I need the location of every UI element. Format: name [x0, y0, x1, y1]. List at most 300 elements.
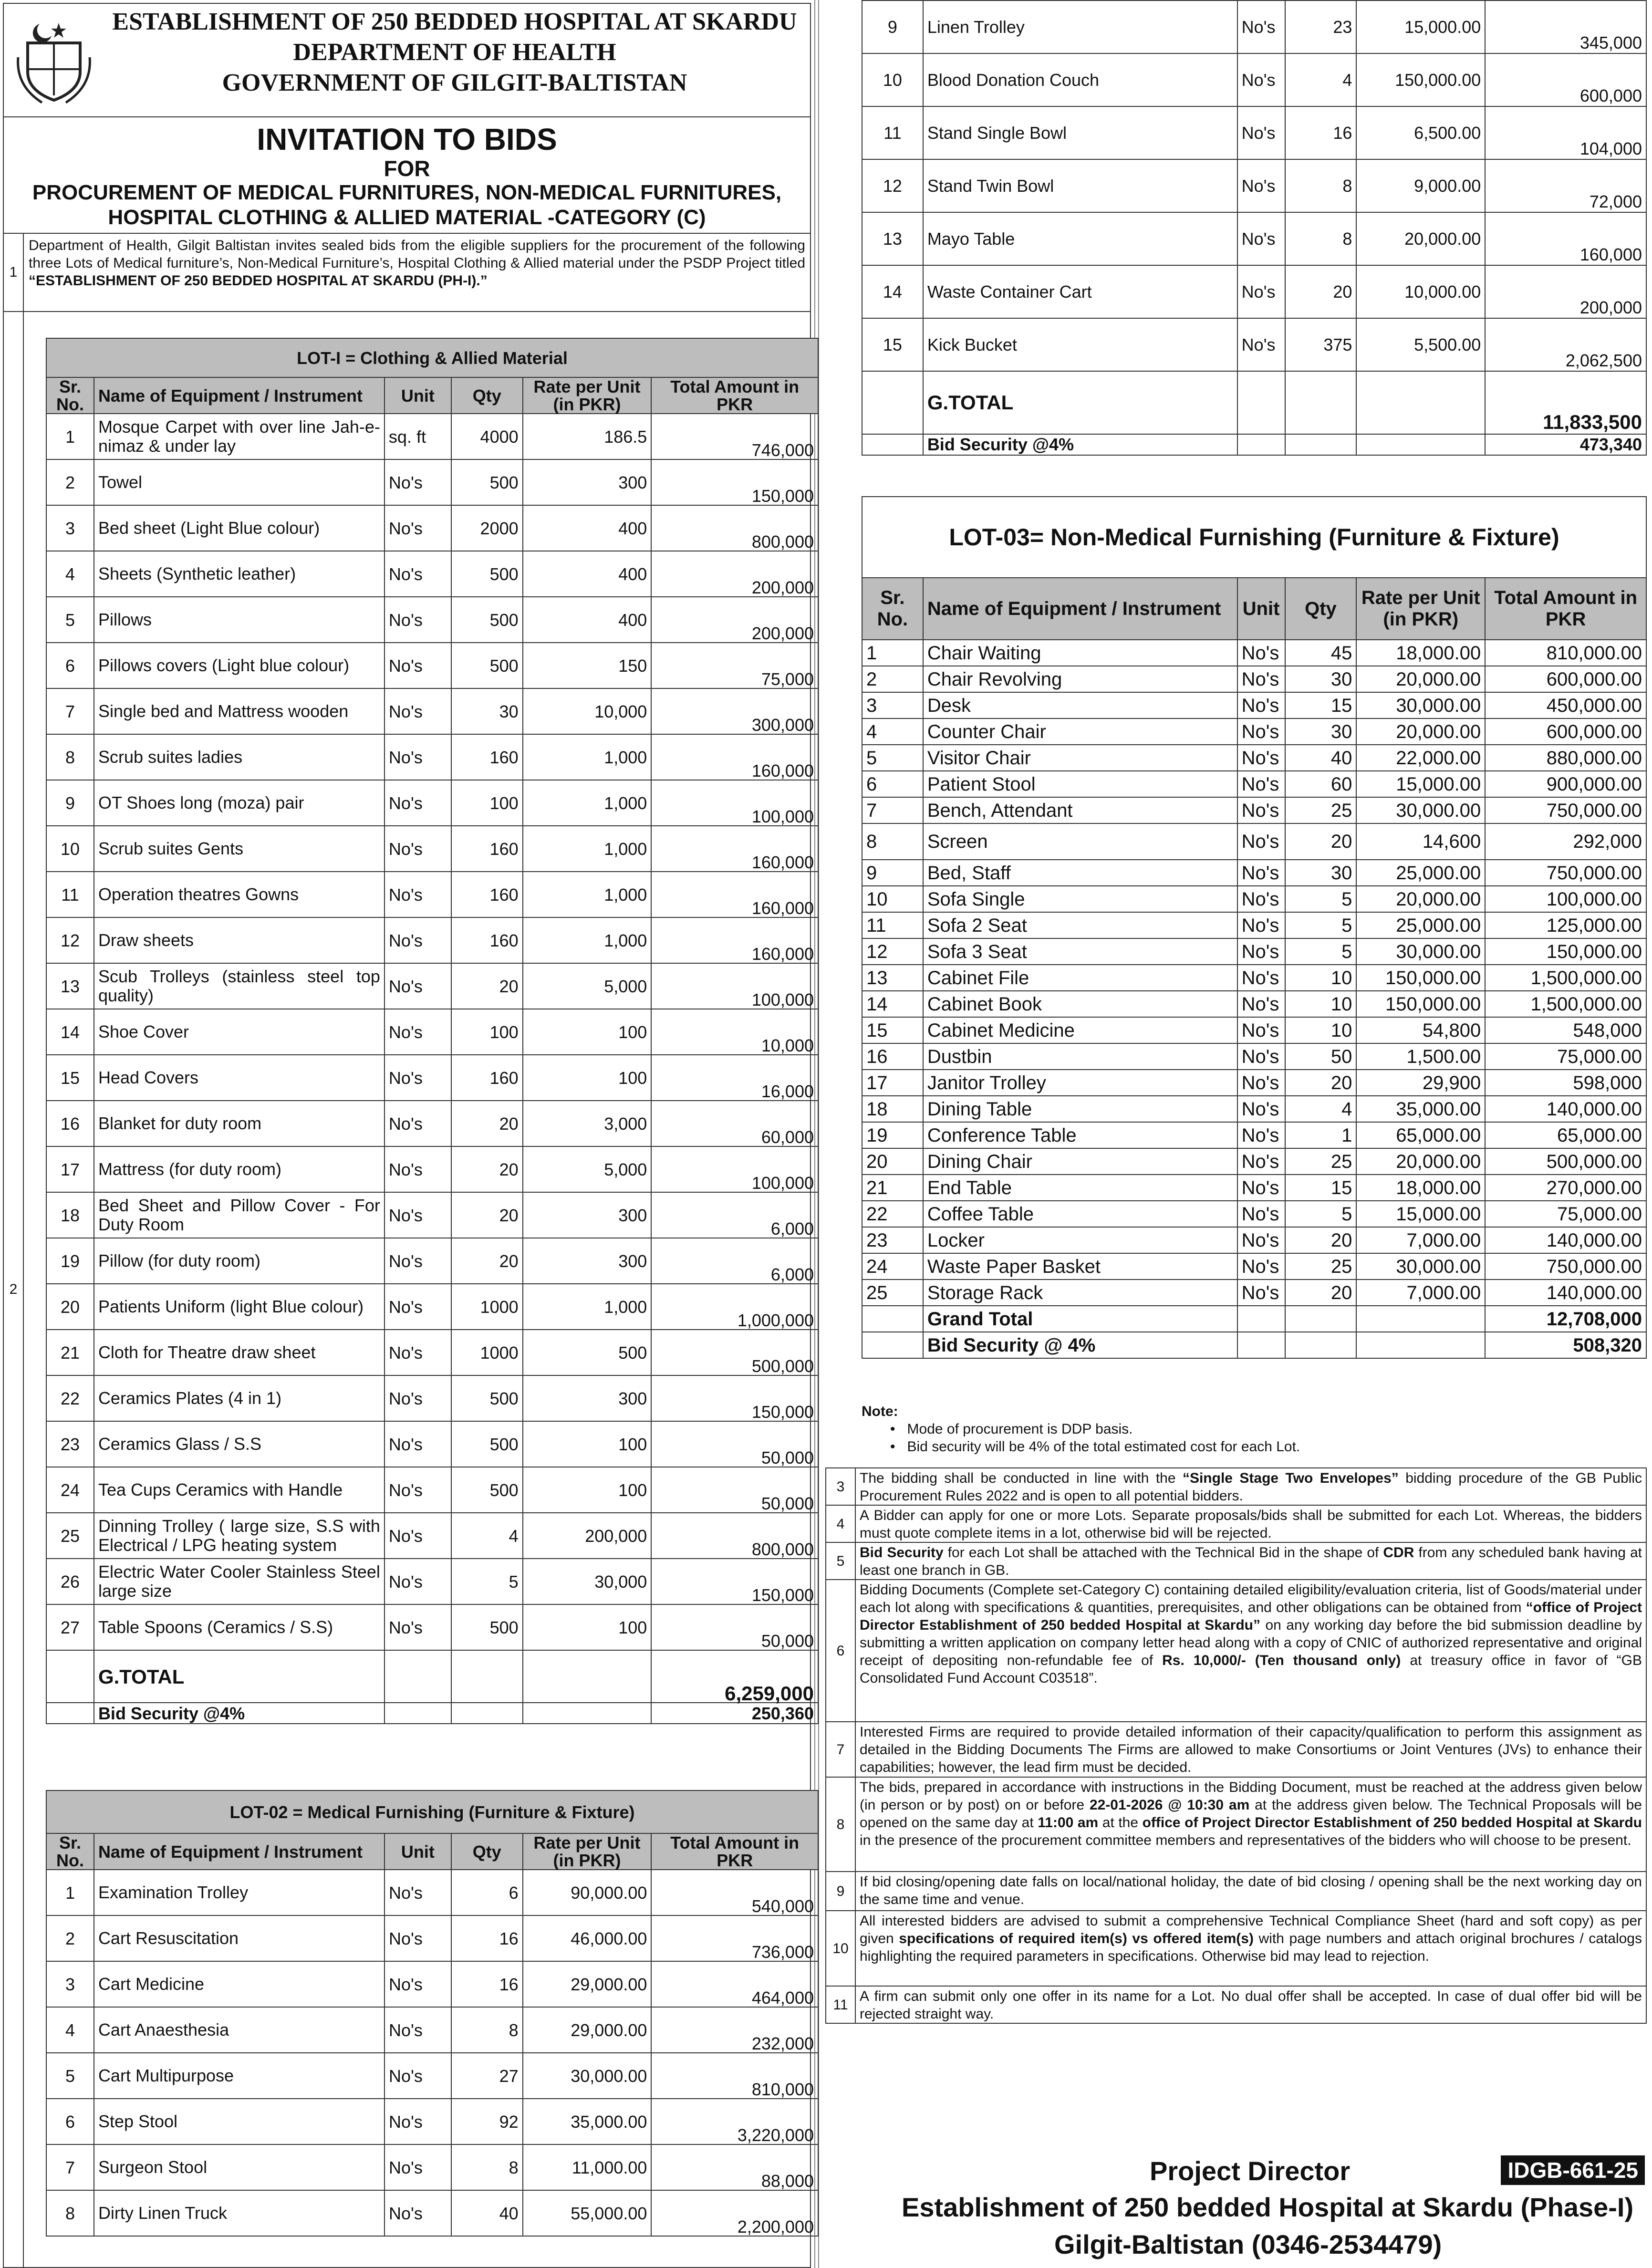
- cell-unit: No's: [384, 1421, 451, 1467]
- cell-name: Tea Cups Ceramics with Handle: [94, 1467, 384, 1513]
- cell-unit: No's: [384, 459, 451, 505]
- table-row: [46, 2190, 818, 2236]
- cell-total: 160,000: [1485, 212, 1646, 265]
- cell-unit: No's: [384, 1055, 451, 1101]
- cell-unit: No's: [384, 1238, 451, 1284]
- cell-unit: No's: [384, 1284, 451, 1330]
- cell-qty: 160: [451, 734, 523, 780]
- cell-sr: 22: [862, 1201, 923, 1227]
- clause-number: 6: [826, 1580, 856, 1721]
- cell-qty: 160: [451, 826, 523, 872]
- cell-name: Sofa 2 Seat: [923, 912, 1237, 938]
- cell-name: Linen Trolley: [923, 0, 1237, 53]
- cell-total: 50,000: [651, 1421, 818, 1467]
- cell-sr: 10: [862, 886, 923, 912]
- cell-name: Blood Donation Couch: [923, 53, 1237, 106]
- table-row: [46, 2007, 818, 2053]
- cell-unit: No's: [1237, 745, 1285, 771]
- table-row: [46, 1870, 818, 1915]
- cell-sr: 12: [862, 938, 923, 965]
- cell-total: 160,000: [651, 826, 818, 872]
- cell-unit: No's: [384, 2099, 451, 2144]
- cell-unit: No's: [384, 734, 451, 780]
- bid-security-label: Bid Security @4%: [923, 434, 1237, 455]
- table-row: [862, 1070, 1646, 1096]
- clause-number: 11: [826, 1987, 856, 2023]
- clause-bold: Bid Security: [860, 1545, 944, 1561]
- cell-unit: No's: [1237, 212, 1285, 265]
- cell-unit: No's: [1237, 1201, 1285, 1227]
- government-emblem-icon: [13, 14, 94, 105]
- cell-rate: 5,000: [523, 1146, 652, 1192]
- clause-number: 9: [826, 1872, 856, 1910]
- cell-name: Step Stool: [94, 2099, 384, 2144]
- cell-qty: 20: [1285, 265, 1357, 318]
- lot-title-row: [862, 497, 1646, 578]
- cell-rate: 150,000.00: [1356, 965, 1485, 991]
- cell-sr: 11: [46, 872, 94, 917]
- lot-2-continued-section: [862, 0, 1647, 456]
- clause-text: If bid closing/opening date falls on local/national holiday, the date of bid closing / opening shall be the next working day on the same time and venue.: [860, 1874, 1642, 1907]
- table-row: [862, 823, 1646, 860]
- cell-rate: 20,000.00: [1356, 212, 1485, 265]
- cell-total: 160,000: [651, 734, 818, 780]
- cell-sr: 11: [862, 912, 923, 938]
- cell-qty: 100: [451, 1009, 523, 1055]
- clause-number: 5: [826, 1543, 856, 1579]
- cell-name: End Table: [923, 1175, 1237, 1201]
- table-row: [46, 963, 818, 1009]
- cell-qty: 45: [1285, 640, 1357, 666]
- cell-name: Counter Chair: [923, 718, 1237, 745]
- lot-1-title: LOT-I = Clothing & Allied Material: [46, 338, 818, 377]
- cell-rate: 30,000: [523, 1559, 652, 1604]
- cell-sr: 8: [862, 823, 923, 860]
- cell-name: Desk: [923, 692, 1237, 718]
- cell-total: 50,000: [651, 1604, 818, 1650]
- cell-sr: 1: [46, 1870, 94, 1915]
- col-qty: Qty: [451, 377, 523, 414]
- cell-sr: 21: [46, 1330, 94, 1375]
- cell-qty: 5: [1285, 1201, 1357, 1227]
- table-row: [46, 1559, 818, 1604]
- cell-total: 736,000: [651, 1915, 818, 1961]
- cell-qty: 2000: [451, 505, 523, 551]
- cell-rate: 150,000.00: [1356, 991, 1485, 1017]
- table-row: [862, 860, 1646, 886]
- cell-sr: 1: [862, 640, 923, 666]
- cell-total: 150,000: [651, 1375, 818, 1421]
- cell-unit: No's: [384, 688, 451, 734]
- table-row: [862, 1280, 1646, 1306]
- clause-8: [825, 1778, 1647, 1872]
- cell-qty: 27: [451, 2053, 523, 2099]
- cell-qty: 5: [451, 1559, 523, 1604]
- cell-name: Cart Resuscitation: [94, 1915, 384, 1961]
- cell-qty: 500: [451, 643, 523, 688]
- col-qty: Qty: [1285, 578, 1357, 640]
- cell-total: 75,000.00: [1485, 1043, 1646, 1070]
- cell-total: 16,000: [651, 1055, 818, 1101]
- cell-total: 1,000,000: [651, 1284, 818, 1330]
- cell-rate: 100: [523, 1421, 652, 1467]
- table-header-row: [46, 1833, 818, 1870]
- cell-sr: 17: [46, 1146, 94, 1192]
- cell-total: 880,000.00: [1485, 745, 1646, 771]
- bid-security-value: 508,320: [1485, 1332, 1646, 1358]
- table-row: [862, 771, 1646, 797]
- lot-1-table: [46, 338, 819, 1724]
- cell-rate: 46,000.00: [523, 1915, 652, 1961]
- cell-name: Conference Table: [923, 1122, 1237, 1148]
- cell-unit: No's: [384, 1467, 451, 1513]
- cell-sr: 12: [862, 159, 923, 212]
- cell-name: Dustbin: [923, 1043, 1237, 1070]
- cell-sr: 14: [46, 1009, 94, 1055]
- cell-sr: 7: [46, 2144, 94, 2190]
- cell-total: 292,000: [1485, 823, 1646, 860]
- signature-block: [825, 2154, 1647, 2268]
- grand-total-row: [862, 371, 1646, 434]
- grand-total-label: Grand Total: [923, 1306, 1237, 1332]
- cell-name: Stand Single Bowl: [923, 106, 1237, 159]
- cell-unit: No's: [1237, 1017, 1285, 1043]
- cell-qty: 20: [451, 1146, 523, 1192]
- cell-qty: 5: [1285, 938, 1357, 965]
- col-total: Total Amount in PKR: [651, 377, 818, 414]
- clause-5: [825, 1543, 1647, 1580]
- cell-qty: 92: [451, 2099, 523, 2144]
- cell-name: Cabinet Medicine: [923, 1017, 1237, 1043]
- cell-total: 140,000.00: [1485, 1227, 1646, 1253]
- cell-qty: 60: [1285, 771, 1357, 797]
- clause-bold: specifications of required item(s) vs offered item(s): [899, 1931, 1254, 1946]
- cell-total: 100,000: [651, 780, 818, 826]
- cell-rate: 100: [523, 1055, 652, 1101]
- cell-qty: 20: [1285, 1280, 1357, 1306]
- cell-qty: 5: [1285, 886, 1357, 912]
- cell-name: Chair Waiting: [923, 640, 1237, 666]
- cell-sr: 16: [862, 1043, 923, 1070]
- cell-qty: 1: [1285, 1122, 1357, 1148]
- cell-name: Locker: [923, 1227, 1237, 1253]
- contact-address: Gilgit-Baltistan (0346-2534479): [1054, 2229, 1442, 2259]
- cell-qty: 16: [451, 1915, 523, 1961]
- cell-unit: No's: [1237, 886, 1285, 912]
- clause-text: at the: [1098, 1815, 1143, 1831]
- cell-qty: 20: [1285, 823, 1357, 860]
- cell-sr: 26: [46, 1559, 94, 1604]
- cell-sr: 18: [862, 1096, 923, 1122]
- cell-total: 900,000.00: [1485, 771, 1646, 797]
- cell-rate: 1,500.00: [1356, 1043, 1485, 1070]
- cell-name: Waste Paper Basket: [923, 1253, 1237, 1280]
- table-row: [862, 666, 1646, 692]
- cell-rate: 500: [523, 1330, 652, 1375]
- cell-unit: No's: [384, 2007, 451, 2053]
- table-row: [46, 1915, 818, 1961]
- table-row: [46, 688, 818, 734]
- col-qty: Qty: [451, 1833, 523, 1870]
- cell-rate: 15,000.00: [1356, 1201, 1485, 1227]
- cell-name: Shoe Cover: [94, 1009, 384, 1055]
- table-row: [46, 1604, 818, 1650]
- cell-qty: 50: [1285, 1043, 1357, 1070]
- cell-name: Cart Anaesthesia: [94, 2007, 384, 2053]
- cell-unit: No's: [384, 1870, 451, 1915]
- cell-name: Chair Revolving: [923, 666, 1237, 692]
- grand-total-label: G.TOTAL: [94, 1650, 384, 1703]
- table-row: [862, 106, 1646, 159]
- title-for: FOR: [384, 156, 430, 181]
- cell-total: 2,200,000: [651, 2190, 818, 2236]
- cell-qty: 15: [1285, 692, 1357, 718]
- cell-sr: 23: [46, 1421, 94, 1467]
- cell-total: 464,000: [651, 1961, 818, 2007]
- cell-name: Surgeon Stool: [94, 2144, 384, 2190]
- table-row: [46, 2144, 818, 2190]
- table-row: [46, 1101, 818, 1146]
- cell-qty: 30: [1285, 718, 1357, 745]
- cell-rate: 54,800: [1356, 1017, 1485, 1043]
- cell-qty: 16: [1285, 106, 1357, 159]
- bid-security-label: Bid Security @4%: [94, 1703, 384, 1724]
- cell-sr: 27: [46, 1604, 94, 1650]
- cell-unit: No's: [384, 963, 451, 1009]
- cell-sr: 19: [862, 1122, 923, 1148]
- cell-sr: 6: [46, 643, 94, 688]
- note-block: [862, 1403, 1634, 1456]
- cell-unit: No's: [384, 2144, 451, 2190]
- clause-bold: office of Project Director Establishment of 250 bedded Hospital at Skardu: [1142, 1815, 1642, 1831]
- cell-total: 104,000: [1485, 106, 1646, 159]
- cell-rate: 30,000.00: [1356, 938, 1485, 965]
- table-row: [46, 643, 818, 688]
- clause-text: A Bidder can apply for one or more Lots. Separate proposals/bids shall be submitted for each Lot. Whereas, the bidders must quote complete items in a lot, otherwise bid will be rejected.: [860, 1508, 1642, 1541]
- cell-rate: 150: [523, 643, 652, 688]
- cell-name: Screen: [923, 823, 1237, 860]
- cell-unit: No's: [1237, 991, 1285, 1017]
- cell-rate: 400: [523, 505, 652, 551]
- cell-rate: 10,000.00: [1356, 265, 1485, 318]
- table-row: [862, 1122, 1646, 1148]
- table-row: [862, 938, 1646, 965]
- clause-text: bidding procedure of the GB Public Procurement Rules 2022 and is open to all potential bidders.: [860, 1470, 1642, 1504]
- table-row: [862, 1017, 1646, 1043]
- cell-unit: No's: [384, 917, 451, 963]
- cell-unit: No's: [1237, 53, 1285, 106]
- clause-6: [825, 1580, 1647, 1722]
- cell-rate: 15,000.00: [1356, 771, 1485, 797]
- clause-3: [825, 1467, 1647, 1506]
- cell-rate: 30,000.00: [523, 2053, 652, 2099]
- table-row: [862, 1043, 1646, 1070]
- header-line-3: GOVERNMENT OF GILGIT-BALTISTAN: [222, 69, 687, 96]
- cell-qty: 25: [1285, 797, 1357, 823]
- cell-name: Scrub suites ladies: [94, 734, 384, 780]
- cell-sr: 25: [46, 1513, 94, 1559]
- cell-qty: 30: [451, 688, 523, 734]
- cell-name: Bed Sheet and Pillow Cover - For Duty Room: [94, 1192, 384, 1238]
- cell-total: 270,000.00: [1485, 1175, 1646, 1201]
- cell-name: Scrub suites Gents: [94, 826, 384, 872]
- cell-sr: 9: [862, 860, 923, 886]
- cell-rate: 18,000.00: [1356, 640, 1485, 666]
- cell-rate: 1,000: [523, 780, 652, 826]
- cell-unit: No's: [1237, 938, 1285, 965]
- letterhead: [3, 3, 811, 117]
- cell-rate: 300: [523, 459, 652, 505]
- cell-sr: 4: [46, 551, 94, 597]
- cell-sr: 25: [862, 1280, 923, 1306]
- clause-4: [825, 1506, 1647, 1543]
- cell-name: Pillows: [94, 597, 384, 643]
- cell-unit: No's: [1237, 265, 1285, 318]
- col-unit: Unit: [384, 377, 451, 414]
- cell-total: 140,000.00: [1485, 1280, 1646, 1306]
- cell-name: Bed sheet (Light Blue colour): [94, 505, 384, 551]
- table-row: [862, 212, 1646, 265]
- cell-unit: No's: [384, 780, 451, 826]
- cell-qty: 500: [451, 1467, 523, 1513]
- bid-security-row: [862, 434, 1646, 455]
- table-row: [862, 692, 1646, 718]
- lot-title-row: [46, 338, 818, 377]
- cell-name: Sheets (Synthetic leather): [94, 551, 384, 597]
- cell-unit: No's: [384, 1375, 451, 1421]
- cell-qty: 30: [1285, 666, 1357, 692]
- cell-total: 800,000: [651, 505, 818, 551]
- cell-sr: 5: [46, 2053, 94, 2099]
- cell-unit: No's: [384, 1330, 451, 1375]
- cell-total: 600,000: [1485, 53, 1646, 106]
- cell-qty: 16: [451, 1961, 523, 2007]
- col-name: Name of Equipment / Instrument: [94, 1833, 384, 1870]
- clause-text: Department of Health, Gilgit Baltistan invites sealed bids from the eligible suppliers for the procurement of the following three Lots of Medical furniture’s, Non-Medical Furniture’s, Hospital Clothing & Allied material under the PSDP Project titled: [29, 238, 805, 271]
- cell-qty: 500: [451, 1604, 523, 1650]
- page-title: INVITATION TO BIDS: [257, 122, 557, 156]
- cell-unit: No's: [384, 1915, 451, 1961]
- cell-unit: No's: [1237, 965, 1285, 991]
- clause-text: in the presence of the procurement committee members and representatives of the bidders who will choose to be present.: [860, 1832, 1631, 1848]
- cell-name: Dining Chair: [923, 1148, 1237, 1175]
- lot-2-continued-table: [862, 0, 1647, 456]
- cell-unit: No's: [384, 872, 451, 917]
- cell-name: Dinning Trolley ( large size, S.S with Electrical / LPG heating system: [94, 1513, 384, 1559]
- cell-total: 65,000.00: [1485, 1122, 1646, 1148]
- cell-qty: 30: [1285, 860, 1357, 886]
- cell-rate: 5,500.00: [1356, 318, 1485, 371]
- cell-rate: 30,000.00: [1356, 692, 1485, 718]
- cell-rate: 35,000.00: [523, 2099, 652, 2144]
- cell-name: Bed, Staff: [923, 860, 1237, 886]
- cell-sr: 9: [862, 0, 923, 53]
- cell-qty: 160: [451, 1055, 523, 1101]
- cell-qty: 40: [451, 2190, 523, 2236]
- clause-7: [825, 1722, 1647, 1778]
- bid-security-value: 250,360: [651, 1703, 818, 1724]
- table-row: [46, 780, 818, 826]
- clause-2: [3, 312, 814, 2268]
- cell-qty: 20: [451, 1101, 523, 1146]
- right-column: [821, 0, 1649, 2268]
- cell-rate: 90,000.00: [523, 1870, 652, 1915]
- cell-qty: 4: [451, 1513, 523, 1559]
- cell-total: 2,062,500: [1485, 318, 1646, 371]
- table-row: [862, 640, 1646, 666]
- cell-name: Storage Rack: [923, 1280, 1237, 1306]
- cell-sr: 3: [862, 692, 923, 718]
- cell-sr: 15: [862, 318, 923, 371]
- cell-total: 810,000: [651, 2053, 818, 2099]
- cell-unit: No's: [384, 1961, 451, 2007]
- clause-11: [825, 1987, 1647, 2024]
- cell-unit: No's: [1237, 860, 1285, 886]
- cell-sr: 20: [862, 1148, 923, 1175]
- cell-rate: 186.5: [523, 414, 652, 459]
- cell-unit: No's: [1237, 1175, 1285, 1201]
- table-row: [862, 1201, 1646, 1227]
- cell-unit: No's: [384, 1146, 451, 1192]
- cell-qty: 10: [1285, 1017, 1357, 1043]
- cell-unit: No's: [1237, 106, 1285, 159]
- cell-total: 746,000: [651, 414, 818, 459]
- cell-sr: 7: [46, 688, 94, 734]
- cell-unit: No's: [384, 643, 451, 688]
- cell-qty: 40: [1285, 745, 1357, 771]
- cell-qty: 500: [451, 1375, 523, 1421]
- cell-name: OT Shoes long (moza) pair: [94, 780, 384, 826]
- table-row: [46, 459, 818, 505]
- cell-rate: 20,000.00: [1356, 886, 1485, 912]
- cell-qty: 20: [1285, 1227, 1357, 1253]
- cell-qty: 20: [451, 1238, 523, 1284]
- table-header-row: [862, 578, 1646, 640]
- cell-name: Ceramics Plates (4 in 1): [94, 1375, 384, 1421]
- left-column: [3, 3, 814, 2265]
- cell-name: Mayo Table: [923, 212, 1237, 265]
- table-row: [862, 53, 1646, 106]
- cell-qty: 1000: [451, 1284, 523, 1330]
- invitation-title-block: [3, 117, 811, 234]
- cell-total: 150,000.00: [1485, 938, 1646, 965]
- cell-total: 540,000: [651, 1870, 818, 1915]
- cell-rate: 25,000.00: [1356, 912, 1485, 938]
- header-line-1: ESTABLISHMENT OF 250 BEDDED HOSPITAL AT SKARDU: [112, 8, 797, 35]
- cell-qty: 500: [451, 1421, 523, 1467]
- cell-unit: No's: [384, 2053, 451, 2099]
- cell-name: Pillows covers (Light blue colour): [94, 643, 384, 688]
- cell-rate: 100: [523, 1604, 652, 1650]
- cell-qty: 15: [1285, 1175, 1357, 1201]
- clause-bold: “Single Stage Two Envelopes”: [1182, 1470, 1399, 1486]
- cell-qty: 4000: [451, 414, 523, 459]
- cell-rate: 15,000.00: [1356, 0, 1485, 53]
- lot-title-row: [46, 1790, 818, 1833]
- cell-sr: 8: [46, 2190, 94, 2236]
- cell-sr: 4: [46, 2007, 94, 2053]
- cell-total: 200,000: [1485, 265, 1646, 318]
- cell-rate: 1,000: [523, 826, 652, 872]
- cell-qty: 20: [451, 963, 523, 1009]
- note-label: Note:: [862, 1404, 898, 1419]
- cell-total: 3,220,000: [651, 2099, 818, 2144]
- col-rate: Rate per Unit (in PKR): [523, 1833, 652, 1870]
- col-sr: Sr. No.: [862, 578, 923, 640]
- cell-unit: No's: [1237, 1070, 1285, 1096]
- table-row: [46, 1238, 818, 1284]
- cell-qty: 20: [451, 1192, 523, 1238]
